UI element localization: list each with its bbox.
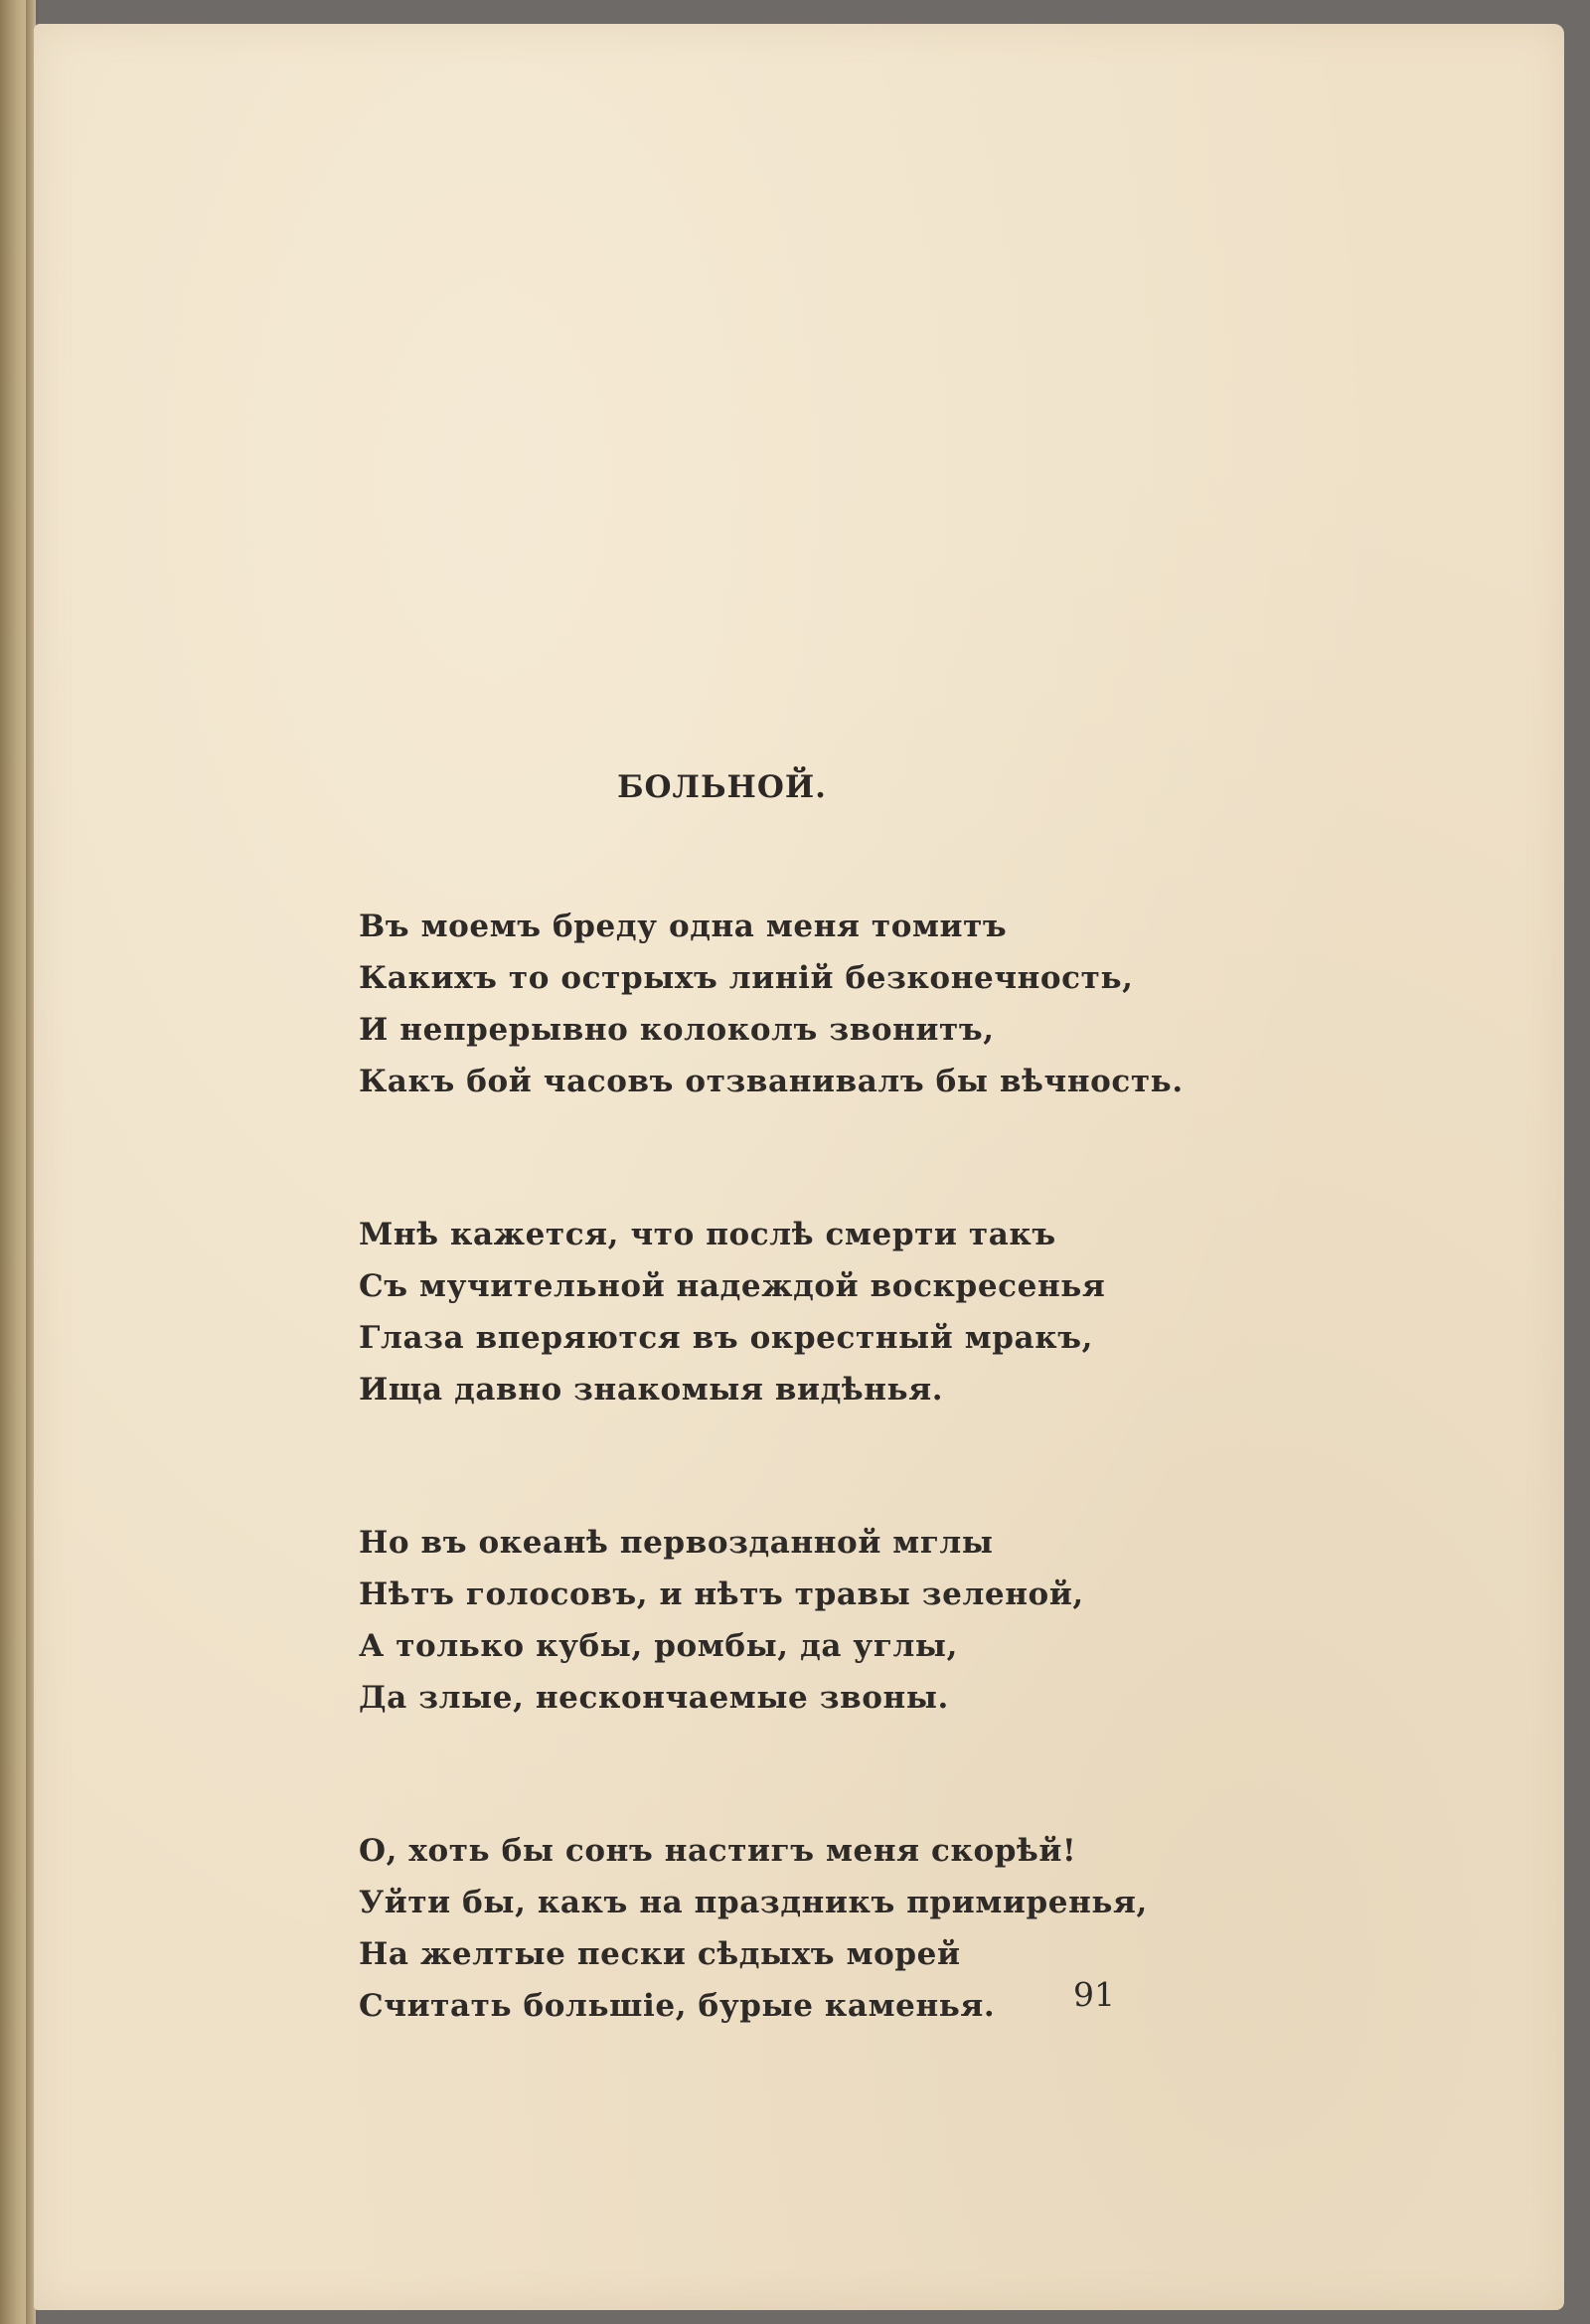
poem-title: БОЛЬНОЙ. [617, 769, 827, 805]
poem-line: О, хоть бы сонъ настигъ меня скорѣй! [359, 1833, 1077, 1869]
stanza-1 [359, 901, 1253, 1107]
poem-line: Съ мучительной надеждой воскресенья [359, 1268, 1106, 1304]
stanza-4 [359, 1825, 1253, 2032]
poem-line: Какихъ то острыхъ линiй безконечность, [359, 960, 1134, 996]
poem-line: Да злые, нескончаемые звоны. [359, 1680, 949, 1716]
poem-line: Но въ океанѣ первозданной мглы [359, 1525, 994, 1561]
poem-line: Ища давно знакомыя видѣнья. [359, 1372, 944, 1408]
poem-line: Глаза вперяются въ окрестный мракъ, [359, 1320, 1093, 1356]
poem-line: Нѣтъ голосовъ, и нѣтъ травы зеленой, [359, 1577, 1084, 1612]
stanza-2 [359, 1209, 1253, 1415]
poem-line: А только кубы, ромбы, да углы, [359, 1628, 958, 1664]
poem-line: Въ моемъ бреду одна меня томитъ [359, 909, 1008, 944]
poem-line: Уйти бы, какъ на праздникъ примиренья, [359, 1885, 1148, 1920]
poem-body [359, 901, 1253, 2133]
book-page [34, 24, 1564, 2310]
poem-line: Мнѣ кажется, что послѣ смерти такъ [359, 1217, 1056, 1252]
poem-line: На желтые пески сѣдыхъ морей [359, 1936, 961, 1972]
poem-line: Какъ бой часовъ отзванивалъ бы вѣчность. [359, 1064, 1184, 1099]
poem-line: Считать большiе, бурые каменья. [359, 1988, 996, 2024]
stanza-3 [359, 1517, 1253, 1724]
page-number: 91 [1073, 1975, 1115, 2014]
poem-line: И непрерывно колоколъ звонитъ, [359, 1012, 995, 1048]
